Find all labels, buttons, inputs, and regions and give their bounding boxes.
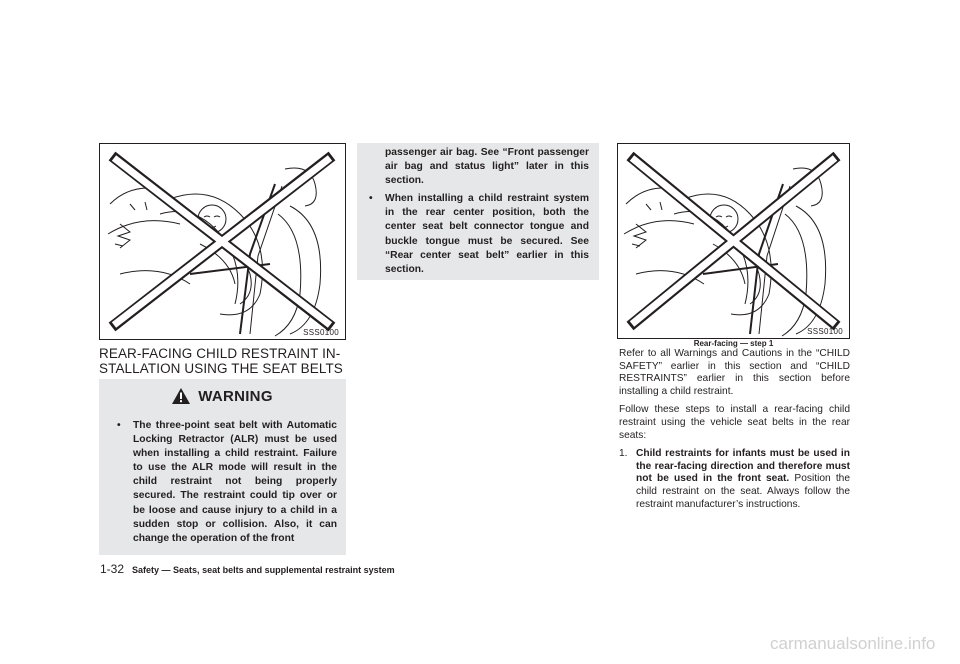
step-number: 1.	[619, 448, 628, 460]
heading-line-1: REAR-FACING CHILD RESTRAINT IN-	[99, 346, 341, 361]
bullet-marker: •	[117, 420, 121, 431]
warning-item-text: passenger air bag. See “Front passenger air bag and status light” later in this section.	[385, 147, 589, 187]
page-footer	[100, 562, 395, 576]
section-heading	[99, 346, 347, 376]
footer-title: Safety — Seats, seat belts and supplemental restraint system	[132, 565, 395, 575]
body-text	[619, 348, 850, 511]
warning-triangle-icon	[172, 388, 190, 408]
figure-code: SSS0100	[807, 327, 843, 336]
step-bold-text: Child restraints for infants must be used in the rear-facing direction and therefore must not be used in the front seat.	[636, 448, 850, 485]
step-1	[619, 448, 850, 511]
warning-list-middle	[367, 146, 589, 277]
rear-facing-seat-illustration	[618, 144, 849, 338]
paragraph-2: Follow these steps to install a rear-facing child restraint using the vehicle seat belts in the rear seats:	[619, 404, 850, 441]
warning-item-1a	[115, 419, 337, 546]
rear-facing-seat-illustration	[100, 144, 345, 339]
warning-item-text: The three-point seat belt with Automatic Locking Retractor (ALR) must be used when installing a child restraint. Failure to use the ALR mode will result in the child restraint not being properly secured. The restraint could tip over or be loose and cause injury to a child in a sudden stop or collision. Also, it can change the operation of the front	[133, 420, 337, 544]
watermark: carmanualsonline.info	[770, 634, 936, 653]
warning-list-left	[115, 419, 337, 546]
figure-code: SSS0100	[303, 328, 339, 337]
warning-item-2	[367, 192, 589, 277]
warning-title	[99, 388, 346, 408]
page-number: 1-32	[100, 562, 125, 576]
illustration-left	[99, 143, 346, 340]
paragraph-1: Refer to all Warnings and Cautions in the “CHILD SAFETY” earlier in this section and “CHILD RESTRAINTS” earlier in this section before installing a child restraint.	[619, 348, 850, 397]
heading-line-2: STALLATION USING THE SEAT BELTS	[99, 361, 343, 376]
bullet-marker: •	[369, 193, 373, 205]
illustration-right	[617, 143, 850, 339]
step-text: Position the child restraint on the seat. Always follow the restraint manufacturer’s instructions.	[636, 473, 850, 510]
warning-item-text: When installing a child restraint system in the rear center position, both the center seat belt connector tongue and buckle tongue must be secured. See “Rear center seat belt” earlier in this section.	[385, 193, 589, 275]
warning-item-1b	[367, 146, 589, 188]
figure-caption: Rear-facing — step 1	[693, 339, 774, 348]
warning-title-text: WARNING	[198, 388, 273, 405]
